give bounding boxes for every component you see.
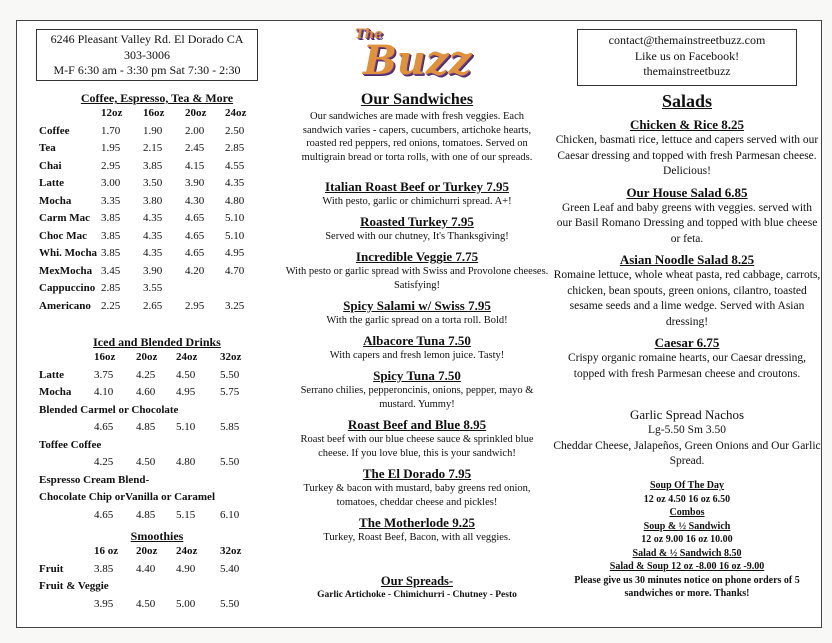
salad-desc: Crispy organic romaine hearts, our Caesar dressing, topped with fresh Parmesan cheese and croutons. [567,352,807,380]
price-row [39,140,269,158]
smoothies-table [39,543,269,613]
iced-title: Iced and Blended Drinks [93,335,221,349]
price: 3.90 [185,177,205,189]
sandwich-desc: With the garlic spread on a torta roll. Bold! [326,315,508,326]
item-name: Fruit & Veggie [39,580,109,592]
sandwich-desc: With pesto, garlic or chimichurri spread. A+! [322,196,512,207]
price: 4.50 [136,597,156,610]
combo-soup-sandwich-price: 12 oz 9.00 16 oz 10.00 [641,534,733,545]
spreads [285,574,549,603]
price: 3.95 [94,597,114,610]
price: 5.50 [220,456,240,468]
price: 4.40 [136,562,156,575]
address-line: 6246 Pleasant Valley Rd. El Dorado CA [50,32,244,46]
price-row [39,263,269,281]
item-name: Tea [39,142,56,154]
price-row [39,280,269,298]
smoothie-size-header [39,543,269,561]
price: 4.25 [94,456,114,468]
salad-item [553,335,821,382]
price: 4.50 [176,368,196,381]
spreads-list: Garlic Artichoke - Chimichurri - Chutney - Pesto [317,590,517,600]
item-name: Fruit [39,562,64,575]
combo-salad-sandwich: Salad & ½ Sandwich 8.50 [632,547,742,559]
price: 3.55 [143,282,163,294]
price: 2.95 [101,159,121,172]
contact-email: contact@themainstreetbuzz.com [608,33,766,47]
price: 4.85 [136,421,156,433]
price-row [39,507,269,525]
sandwich-list [285,179,549,550]
salad-name: Asian Noodle Salad 8.25 [619,252,755,267]
combo-soup-sandwich: Soup & ½ Sandwich [643,520,731,532]
sandwich-desc: Turkey, Roast Beef, Bacon, with all veggies. [323,532,511,543]
price: 3.35 [101,194,121,207]
sandwiches-title: Our Sandwiches [360,91,474,108]
facebook-note: Like us on Facebook! [634,48,740,63]
price: 3.25 [225,299,245,312]
price: 4.35 [143,247,163,259]
price: 5.00 [176,597,196,610]
logo-the: The [355,27,383,42]
sandwich-name: Albacore Tuna 7.50 [363,333,471,348]
sandwich-name: Spicy Tuna 7.50 [373,368,461,383]
price: 4.55 [225,159,245,172]
salad-list [553,117,821,387]
price: 3.00 [101,177,121,189]
size-label: 16oz [143,107,165,119]
item-name: Latte [39,368,65,381]
price: 4.35 [225,177,245,189]
price-row [39,158,269,176]
price: 3.90 [143,264,163,277]
sandwich-item [285,417,549,461]
sandwich-name: Italian Roast Beef or Turkey 7.95 [325,179,509,194]
soup-combos [553,479,821,601]
soup-title: Soup Of The Day [649,480,724,491]
sandwich-item [285,298,549,328]
size-label: 20oz [185,107,207,119]
item-name: Choc Mac [39,229,87,242]
price: 5.15 [176,508,196,521]
facebook-handle: themainstreetbuzz [643,64,731,78]
combos-title: Combos [669,507,705,518]
sandwich-desc: Serrano chilies, pepperoncinis, onions, pepper, mayo & mustard. Yummy! [300,385,534,410]
price-row [39,454,269,472]
price: 1.90 [143,124,163,137]
salad-item [553,117,821,180]
item-name: Whi. Mocha [39,247,98,259]
sandwich-item [285,466,549,510]
salads-title: Salads [661,91,713,111]
price: 3.80 [143,194,163,207]
item-name: Carm Mac [39,212,91,224]
salad-name: Our House Salad 6.85 [626,184,748,200]
price: 5.50 [220,597,240,610]
menu-page [16,20,822,628]
sandwich-item [285,179,549,209]
size-label: 16oz [94,351,116,363]
price: 4.25 [136,368,156,381]
sandwich-name: Spicy Salami w/ Swiss 7.95 [343,298,491,313]
price: 3.85 [101,229,121,242]
sandwich-item [285,214,549,244]
sandwiches-intro: Our sandwiches are made with fresh veggies. Each sandwich varies - capers, cucumbers, artichoke hearts, roasted red peppers, red onions, tomatoes. Served on multigrain bread or torta rolls, with one of our spreads. [301,111,533,163]
contact-box [577,29,797,86]
price: 2.95 [185,299,205,312]
price-row [39,245,269,263]
sandwich-item [285,249,549,293]
price-row [39,228,269,246]
price: 2.25 [101,299,121,312]
sandwich-item [285,515,549,545]
price-row [39,367,269,385]
price: 4.85 [136,508,156,521]
nachos-title: Garlic Spread Nachos [629,407,745,422]
iced-size-header [39,349,269,367]
price: 1.95 [101,142,121,154]
sandwich-name: The Motherlode 9.25 [359,515,475,530]
price: 2.15 [143,142,163,154]
address-box [36,29,258,81]
phone-order-notice: Please give us 30 minutes notice on phone orders of 5 sandwiches or more. Thanks! [574,574,800,599]
size-label: 24oz [225,107,247,119]
item-name: Chocolate Chip orVanilla or Caramel [39,491,215,503]
price: 4.35 [143,229,163,242]
price: 4.80 [176,456,196,468]
price: 2.85 [101,282,121,294]
coffee-table [39,105,269,315]
price: 4.60 [136,386,156,398]
item-name: Americano [39,299,91,312]
sandwich-desc: Served with our chutney, It's Thanksgiving! [325,231,509,242]
salad-desc: Chicken, basmati rice, lettuce and capers served with our Caesar dressing and topped with fresh Parmesan cheese. Delicious! [555,134,819,177]
price: 4.65 [94,508,114,521]
price-row [39,210,269,228]
hours: M-F 6:30 am - 3:30 pm Sat 7:30 - 2:30 [53,63,241,77]
price-row [39,123,269,141]
item-name: Cappuccino [39,282,96,294]
price: 6.10 [220,508,240,521]
price: 4.50 [136,456,156,468]
price [225,280,263,298]
size-label: 16 oz [94,545,119,557]
price: 4.65 [185,229,205,242]
price: 4.95 [176,386,196,398]
salad-item [553,185,821,248]
smoothies-title: Smoothies [130,529,184,543]
coffee-size-header [39,105,269,123]
price: 3.85 [101,212,121,224]
price: 5.40 [220,562,240,575]
price-row [39,298,269,316]
price: 4.90 [176,562,196,575]
item-name: MexMocha [39,264,93,277]
price: 5.10 [225,229,245,242]
logo [353,25,483,91]
size-label: 24oz [176,545,198,557]
sandwich-item [285,333,549,363]
nachos [553,407,821,470]
price: 4.65 [185,212,205,224]
sandwich-desc: With pesto or garlic spread with Swiss and Provolone cheeses. Satisfying! [285,266,549,291]
price: 2.65 [143,299,163,312]
sandwich-name: Roast Beef and Blue 8.95 [347,417,487,432]
price: 4.70 [225,264,245,277]
nachos-desc: Cheddar Cheese, Jalapeños, Green Onions and Our Garlic Spread. [553,439,821,467]
price-row [39,561,269,579]
size-label: 32oz [220,351,242,363]
nachos-price: Lg-5.50 Sm 3.50 [648,424,726,436]
price: 5.85 [220,421,240,433]
price: 4.20 [185,264,205,277]
price: 3.85 [143,159,163,172]
salad-desc: Green Leaf and baby greens with veggies. served with our Basil Romano Dressing and topped with blue cheese or feta. [556,201,818,245]
price-row [39,193,269,211]
price: 5.10 [225,212,245,224]
item-name: Mocha [39,194,72,207]
item-name: Latte [39,177,65,189]
price: 2.50 [225,124,245,137]
sandwich-name: Incredible Veggie 7.75 [355,249,479,264]
item-name: Espresso Cream Blend- [39,473,150,486]
price: 5.75 [220,386,240,398]
item-name: Chai [39,159,62,172]
logo-buzz: Buzz [363,37,472,84]
size-label: 20oz [136,351,158,363]
sandwich-item [285,368,549,412]
price: 5.10 [176,421,196,433]
price: 4.10 [94,386,114,398]
price-row [39,175,269,193]
soup-price: 12 oz 4.50 16 oz 6.50 [643,493,731,505]
size-label: 32oz [220,545,242,557]
price: 2.45 [185,142,205,154]
salad-name: Caesar 6.75 [654,335,720,350]
salad-item [553,252,821,330]
price: 1.70 [101,124,121,137]
sandwich-desc: Roast beef with our blue cheese sauce & sprinkled blue cheese. If you love blue, this is your sandwich! [300,434,534,459]
price: 3.75 [94,368,114,381]
phone-number: 303-3006 [124,47,170,62]
price: 3.50 [143,177,163,189]
size-label: 20oz [136,545,158,557]
salad-desc: Romaine lettuce, whole wheat pasta, red cabbage, carrots, chicken, bean spouts, green onions, cilantro, toasted sesame seeds and a lime wedge. Served with Asian dressing! [553,269,821,328]
price: 4.15 [185,159,205,172]
iced-table [39,349,269,524]
item-name: Toffee Coffee [39,438,102,451]
combo-salad-soup: Salad & Soup 12 oz -8.00 16 oz -9.00 [609,561,765,572]
price: 4.30 [185,194,205,207]
price: 5.50 [220,368,240,381]
price: 4.65 [94,421,114,433]
price [185,280,225,298]
price-row [39,596,269,614]
price-row [39,419,269,437]
price: 4.65 [185,247,205,259]
sandwich-name: The El Dorado 7.95 [362,466,472,481]
sandwich-name: Roasted Turkey 7.95 [360,214,474,229]
size-label: 24oz [176,351,198,363]
spreads-title: Our Spreads- [380,574,454,588]
sandwich-desc: Turkey & bacon with mustard, baby greens red onion, tomatoes, cheddar cheese and pickles! [303,483,531,508]
item-name: Blended Carmel or Chocolate [39,403,179,416]
price: 4.95 [225,247,245,259]
item-name: Mocha [39,386,72,398]
price-row [39,384,269,402]
price: 2.00 [185,124,205,137]
price: 4.80 [225,194,245,207]
sandwich-desc: With capers and fresh lemon juice. Tasty! [329,350,505,361]
price: 3.85 [101,247,121,259]
price: 3.45 [101,264,121,277]
price: 3.85 [94,562,114,575]
coffee-title: Coffee, Espresso, Tea & More [80,91,234,105]
price: 4.35 [143,212,163,224]
size-label: 12oz [101,107,123,119]
price: 2.85 [225,142,245,154]
salad-name: Chicken & Rice 8.25 [629,117,745,132]
item-name: Coffee [39,124,70,137]
